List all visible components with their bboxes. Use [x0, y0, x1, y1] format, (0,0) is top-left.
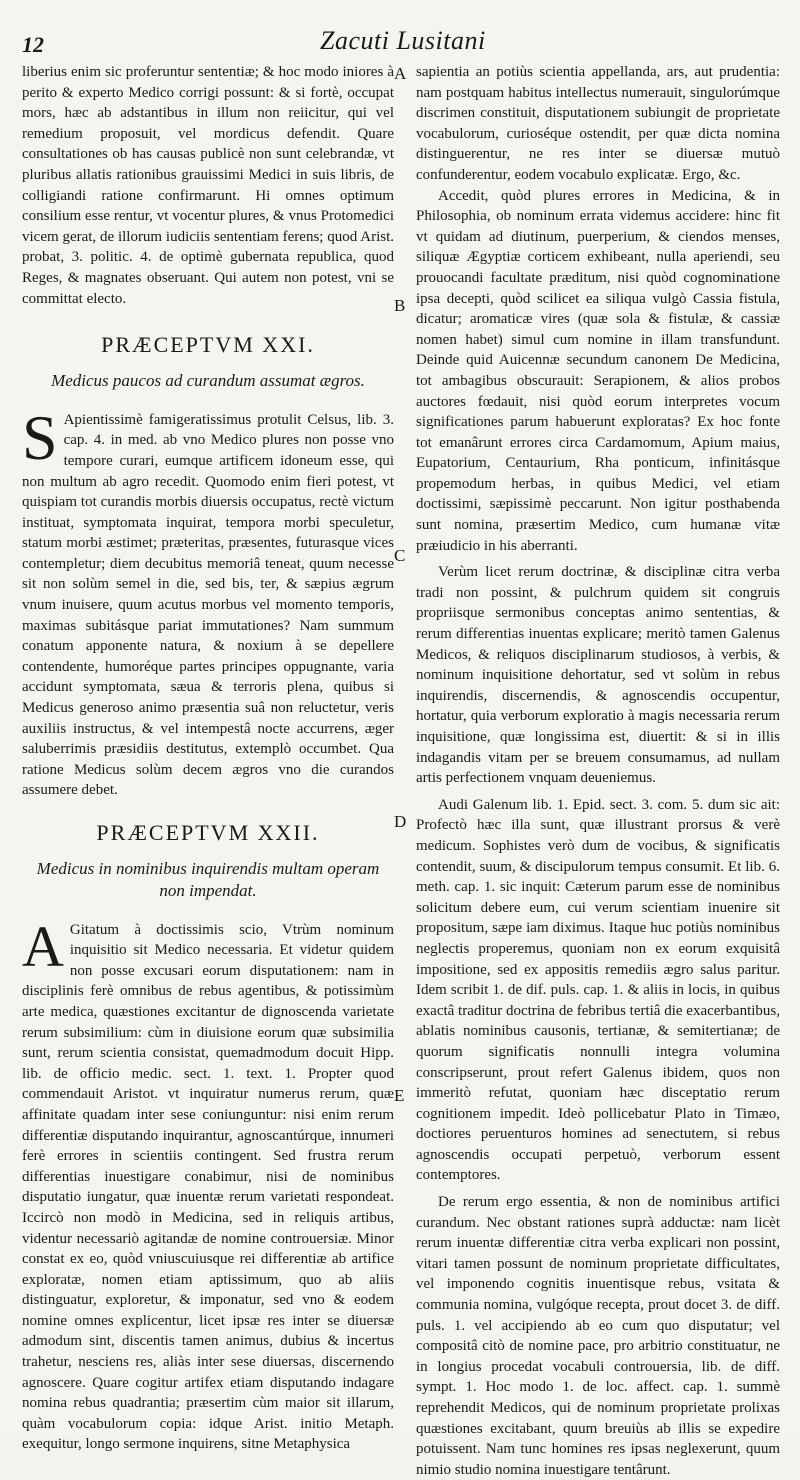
right-paragraph-3: Verùm licet rerum doctrinæ, & disciplinæ citra verba tradi non possint, & pulchrum quidem sit congruis propriisque sermonibus conceptas animo sententias, & rerum differentias inuentas explicare; meritò tamen Galenus Medicos, & reliquos disciplinarum studiosos, à verbis, & nominum inquisitione dehortatur, sed vt solùm in rebus inquirendis, discernendis, & agnoscendis occupentur, hortatur, quia verborum exploratio à magis necessaria rerum inquisitione, quæ longissima est, diuertit: & si in illis indagandis vitam per se breuem consumamus, ad nullam artis perfectionem vnquam deueniemus. [416, 564, 780, 787]
subheading-praeceptum-22: Medicus in nominibus inquirendis multam operam non impendat. [36, 858, 380, 900]
paragraph-praeceptum-21 [22, 401, 394, 801]
subheading-praeceptum-21: Medicus paucos ad curandum assumat ægros. [51, 370, 365, 390]
running-title: Zacuti Lusitani [320, 26, 486, 55]
margin-letter-a: A [394, 64, 407, 83]
paragraph-22-text: Gitatum à doctissimis scio, Vtrùm nominum inquisitio sit Medico necessaria. Et videtur quidem non posse excusari eorum disputationem: nam in disciplinis ferè omnibus de rebus agentibus, & potissimùm arte medica, quæstiones excitantur de dignoscenda varietate rerum subsimilium: cùm in diuisione eorum quæ subsimilia sunt, rerum scientia consistat, quemadmodum docuit Hipp. lib. de officio medic. sect. 1. text. 1. Propter quod commendauit Aristot. vt inquiratur numerus rerum, quæ affinitate quadam inter sese coniunguntur: nisi enim rerum differentiæ disputando inquirantur, agnoscantúrque, innumeri ferè errores in scientiis contingent. Sed frustra rerum differentias inuestigare conabimur, nisi de nominibus disputatio iungatur, quæ inuentæ rerum varietati respondeat. Iccircò non modò in Medicina, sed in reliquis artibus, videntur necessariò agitandæ de nomine controuersiæ. Minor constat ex eo, quòd vniuscuiusque rei differentiæ ab artifice exploratæ, nomen etiam aptissimum, quo ab aliis distinguatur, exploretur, & imponatur, sed vno & eodem nomine omnes explicentur, licet ipsæ res inter se diuersæ admodum sint, discentis tamen animus, dubius & incertus trahetur, nesciens res, aliàs inter sese diuersas, discernendo agnoscere. Quare cogitur artifex etiam disputando indagare nomina rebus quadrantia; præsertim cùm maior sit illarum, quàm vocabulorum copia: idque Arist. initio Metaph. exequitur, longo sermone inquirens, sitne Metaphysica [22, 921, 394, 1453]
paragraph-praeceptum-22 [22, 913, 394, 1455]
opening-paragraph: liberius enim sic proferuntur sententiæ; & hoc modo iniores à perito & experto Medico corrigi possunt: & si fortè, occupat mors, hæc ab adstantibus in illum non reiicitur, qui vel remedium proposuit, vel mordicus defendit. Quare consultationes ob has causas publicè non sunt celebrandæ, vt pluribus allatis rationibus grauissimi Medici in suis libris, de colligiandi ratione confirmarunt. Hi omnes optimum consilium esse rentur, vt vocentur plures, & vnus Protomedici vicem gerat, de illorum iudiciis sententiam ferens; quod Arist. probat, 3. politic. 4. de optimè gubernata republica, quod Reges, & magnates obseruant. Qui autem non potest, vni se committat electo. [22, 64, 394, 307]
right-paragraph-2: Accedit, quòd plures errores in Medicina, & in Philosophia, ob nominum errata videmus accidere: hinc fit vt quidam ad diutinum, puerperium, & ciendos menses, siliquæ Ægyptiæ corticem exhibeant, nulla aperiendi, seu prouocandi facultate præditum, nisi quòd cognominatione ipsa decepti, quòd scilicet ea siliqua vulgò Cassia fistula, dicatur; aromaticæ vires (quæ sola & fistulæ, & cassiæ nomen habet) simul cum nomine in illam transfundunt. Deinde quid Auicennæ secundum canonem De Medicina, tot ambagibus obscurauit: Serapionem, & alios probos auctores fœdauit, nisi quòd eorum interpretes vocum significationes parum habuerunt exploratas? Ex hoc fonte tot emanârunt errores circa Cardamomum, Apium maius, Eupatorium, Centaurium, Rha ponticum, infinitásque propemodum herbas, in quibus Medici, vel etiam doctissimi, sæpissimè peccarunt. Non igitur posthabenda sunt nomina, præsertim Medico, cum humanæ vitæ præiudicio in his aberranti. [416, 187, 780, 554]
margin-letter-b: B [394, 296, 406, 315]
right-paragraph-5: De rerum ergo essentia, & non de nominibus artifici curandum. Nec obstant rationes suprà adductæ: nam licèt rerum inuentæ differentiæ citra verba explicari non possint, vitari tamen possunt de nominum proprietate difficultates, vel imponendo cognitis inuentisque rebus, vsitata & communia nomina, vulgóque recepta, prout docet 3. de diff. puls. 1. vel accipiendo ab eo cum quo disputatur; vel compositâ citò de nomine pace, pro arbitrio constituatur, ne in longius procedat vocabuli controuersia, lib. de diff. sympt. 1. Hoc modo 1. de loc. affect. cap. 1. summè reprehendit Medicos, qui de nominum proprietate prolixas quæstiones excitabant, quum breuiùs ab illis se expedire potuissent. Nam tunc homines res ipsas neglexerunt, quum nimio studio nomina inuestigare tentârunt. [416, 1194, 780, 1478]
margin-letter-c: C [394, 546, 406, 565]
right-column [416, 62, 780, 1478]
drop-cap-a: A [22, 913, 64, 979]
drop-cap-s: S [22, 401, 58, 473]
page-number: 12 [22, 32, 44, 57]
heading-praeceptum-21: PRÆCEPTVM XXI. [101, 332, 315, 358]
right-paragraph-1: sapientia an potiùs scientia appellanda, ars, aut prudentia: nam postquam habitus intellectus numerauit, singulorúmque discrimen constituit, disputationem subiungit de proprietate vocabulorum, curioséque ostendit, per quæ dicta nomina distinguerentur, ne res inter se diuersæ mutuò confunderentur, eodem vocabulo explicatæ. Ergo, &c. [416, 64, 780, 183]
margin-letter-d: D [394, 812, 407, 831]
running-head [0, 0, 800, 62]
margin-letter-e: E [394, 1086, 405, 1105]
paragraph-21-text: Apientissimè famigeratissimus protulit Celsus, lib. 3. cap. 4. in med. ab vno Medico plures non posse vno tempore curari, eumque artificem idoneum esse, qui non multum ab agro recedit. Quomodo enim fieri potest, vt quispiam tot curandis morbis diuersis occupatus, rectè victum instituat, symptomata inquirat, tempora morbi speculetur, statum morbi æstimet; præteritas, præsentes, futurasque vices contempletur; diem decubitus memoriâ teneat, quum necesse sit non solùm semel in die, sed bis, ter, & sæpius ægrum vnum inuisere, quum acutus morbus vel momento temporis, maximas subitásque pariat immutationes? Nam summum conatum apponente natura, & noxium à se depellere contendente, humoréque partes principes oppugnante, varia accidunt symptomata, sæua & terroris plena, quibus si Medicus generoso animo præsentia suâ non reluctetur, veris auxiliis instructus, & vel intempestâ nocte accurrens, æger saluberrimis præsidiis destitutus, extemplò occumbet. Qua ratione Medicus solùm decem ægros vno die curandos assumere debet. [22, 411, 394, 799]
left-column [22, 62, 394, 1453]
right-paragraph-4: Audi Galenum lib. 1. Epid. sect. 3. com. 5. dum sic ait: Profectò hæc illa sunt, quæ illustrant prorsus & verè medicum. Sophistes verò dum de vocibus, & significatis contendit, suum, & discipulorum tempus consumit. Et lib. 6. meth. cap. 1. sic inquit: Cæterum parum esse de nominibus solicitum debere eum, cui verum scientiam inuenire sit propositum, sæpe iam diximus. Itaque huc potiùs nominibus neglectis properemus, quoniam non ex eorum exquisitâ impositione, sed ex appositis remediis ægro salus paritur. Idem scribit 1. de dif. puls. cap. 1. & aliis in locis, in quibus exactâ traditur doctrina de febribus tertiâ die exacerbantibus, ablatis nominibus causonis, tertianæ, & semitertianæ; de quorum significatis nonnulli integra volumina conscripserunt, prout refert Galenus ibidem, quos non immeritò refutat, quoniam hæc disceptatio rerum cognitionem impedit. Ideò pollicebatur Plato in Timæo, doctiores peruenturos homines ad senectutem, si rebus agnoscendis occupati perpetuò, verborum essent contemptores. [416, 796, 780, 1184]
heading-praeceptum-22: PRÆCEPTVM XXII. [96, 820, 320, 845]
